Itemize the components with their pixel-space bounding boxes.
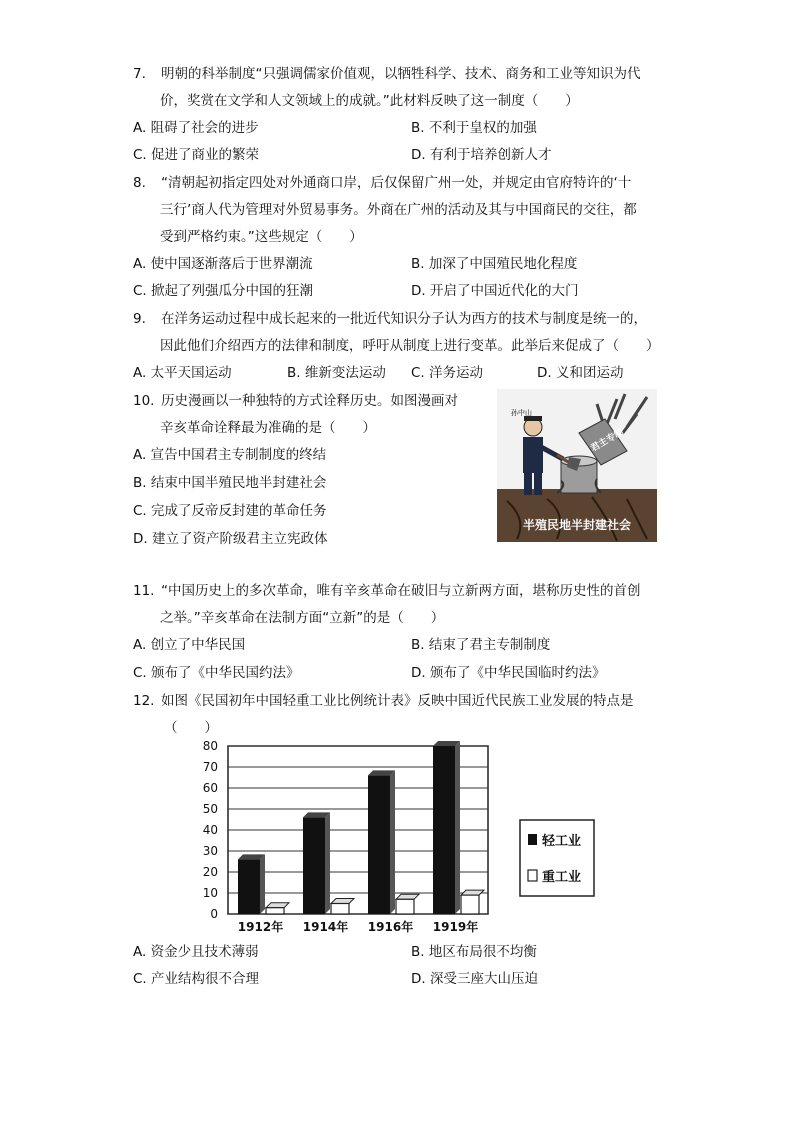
y-tick-label: 80 (202, 739, 218, 753)
question-text-line: 明朝的科举制度“只强调儒家价值观，以牺牲科学、技术、商务和工业等知识为代 (161, 66, 641, 82)
option-a[interactable]: A. 创立了中华民国 (133, 637, 246, 653)
question-text-line: 之举。”辛亥革命在法制方面“立新”的是（ ） (160, 610, 445, 626)
bar-light-industry (303, 817, 325, 914)
y-tick-label: 10 (202, 886, 218, 900)
option-a[interactable]: A. 使中国逐渐落后于世界潮流 (133, 256, 313, 272)
option-a[interactable]: A. 阻碍了社会的进步 (133, 120, 259, 136)
option-c[interactable]: C. 颁布了《中华民国约法》 (133, 665, 300, 681)
x-tick-label: 1919年 (432, 920, 479, 934)
option-c[interactable]: C. 产业结构很不合理 (133, 971, 260, 987)
bar-light-industry (433, 746, 455, 914)
option-c[interactable]: C. 促进了商业的繁荣 (133, 147, 260, 163)
question-text-line: 价，奖赏在文学和人文领域上的成就。”此材料反映了这一制度（ ） (160, 93, 579, 109)
history-cartoon (497, 389, 657, 542)
tree-label: 君主专制 (589, 427, 626, 455)
question-9-stem (133, 307, 647, 327)
bar-heavy-industry (331, 904, 349, 915)
bar-light-side (455, 741, 460, 914)
option-c[interactable]: C. 掀起了列强瓜分中国的狂潮 (133, 283, 314, 299)
question-text-line: 受到严格约束。”这些规定（ ） (160, 229, 363, 245)
legend-label-light: 轻工业 (542, 834, 582, 849)
ground-label: 半殖民地半封建社会 (522, 518, 632, 532)
x-tick-label: 1914年 (302, 920, 349, 934)
question-text-line: 三行’商人代为管理对外贸易事务。外商在广州的活动及其与中国商民的交往，都 (160, 202, 637, 218)
x-tick-label: 1912年 (237, 920, 284, 934)
legend-swatch-light (528, 834, 537, 845)
option-d[interactable]: D. 颁布了《中华民国临时约法》 (411, 665, 606, 681)
industry-bar-chart (190, 738, 610, 938)
y-tick-label: 40 (202, 823, 218, 837)
option-b[interactable]: B. 地区布局很不均衡 (411, 944, 537, 960)
question-text-line: 历史漫画以一种独特的方式诠释历史。如图漫画对 (161, 393, 458, 409)
question-number: 11. (133, 583, 155, 599)
question-number: 12. (133, 693, 155, 709)
question-number: 7. (133, 66, 146, 82)
bar-heavy-industry (461, 895, 479, 914)
question-number: 9. (133, 311, 146, 327)
question-number: 10. (133, 393, 155, 409)
option-b[interactable]: B. 结束了君主专制制度 (411, 637, 551, 653)
y-tick-label: 70 (202, 760, 218, 774)
question-12-stem (133, 689, 634, 709)
person-body (523, 437, 543, 473)
option-a[interactable]: A. 宣告中国君主专制制度的终结 (133, 447, 327, 463)
option-b[interactable]: B. 加深了中国殖民地化程度 (411, 256, 578, 272)
option-d[interactable]: D. 有利于培养创新人才 (411, 147, 552, 163)
y-tick-label: 0 (210, 907, 218, 921)
option-b[interactable]: B. 维新变法运动 (287, 365, 386, 381)
question-11-stem (133, 579, 641, 599)
y-tick-label: 20 (202, 865, 218, 879)
y-tick-label: 60 (202, 781, 218, 795)
ground (497, 489, 657, 542)
bar-heavy-industry (396, 899, 414, 914)
option-d[interactable]: D. 义和团运动 (537, 365, 624, 381)
bar-light-industry (368, 775, 390, 914)
question-text-line: （ ） (164, 720, 218, 736)
bar-light-side (390, 770, 395, 914)
person-label: 孙中山 (511, 409, 532, 417)
option-d[interactable]: D. 开启了中国近代化的大门 (411, 283, 579, 299)
question-7-stem (133, 62, 641, 82)
option-a[interactable]: A. 资金少且技术薄弱 (133, 944, 259, 960)
legend-label-heavy: 重工业 (542, 870, 582, 885)
legend-swatch-heavy (528, 870, 537, 881)
y-tick-label: 50 (202, 802, 218, 816)
x-tick-label: 1916年 (367, 920, 414, 934)
option-d[interactable]: D. 建立了资产阶级君主立宪政体 (133, 531, 328, 547)
question-10-stem (133, 389, 458, 409)
question-8-stem (133, 171, 631, 191)
y-tick-label: 30 (202, 844, 218, 858)
bar-heavy-industry (266, 908, 284, 914)
question-text-line: 如图《民国初年中国轻重工业比例统计表》反映中国近代民族工业发展的特点是 (161, 693, 634, 709)
question-text-line: “清朝起初指定四处对外通商口岸，后仅保留广州一处，并规定由官府特许的‘十 (161, 175, 632, 191)
question-text-line: “中国历史上的多次革命，唯有辛亥革命在破旧与立新两方面，堪称历史性的首创 (161, 583, 641, 599)
question-number: 8. (133, 175, 146, 191)
option-c[interactable]: C. 洋务运动 (411, 365, 484, 381)
bar-light-side (260, 854, 265, 914)
option-b[interactable]: B. 结束中国半殖民地半封建社会 (133, 475, 327, 491)
option-b[interactable]: B. 不利于皇权的加强 (411, 120, 537, 136)
option-a[interactable]: A. 太平天国运动 (133, 365, 232, 381)
question-text-line: 因此他们介绍西方的法律和制度，呼吁从制度上进行变革。此举后来促成了（ ） (160, 338, 660, 354)
bar-light-industry (238, 859, 260, 914)
bar-light-side (325, 812, 330, 914)
option-c[interactable]: C. 完成了反帝反封建的革命任务 (133, 503, 327, 519)
option-d[interactable]: D. 深受三座大山压迫 (411, 971, 538, 987)
question-text-line: 在洋务运动过程中成长起来的一批近代知识分子认为西方的技术与制度是统一的， (161, 311, 647, 327)
question-text-line: 辛亥革命诠释最为准确的是（ ） (160, 420, 376, 436)
